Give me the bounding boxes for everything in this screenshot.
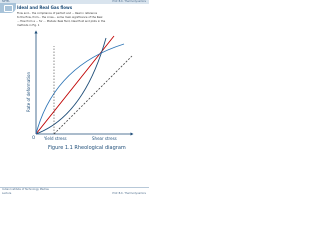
dilatant-fluid-curve [36, 38, 106, 134]
paragraph-line: methods in Fig. 1 [17, 24, 40, 27]
module-icon [0, 3, 16, 13]
pseudoplastic-fluid-curve [36, 44, 124, 134]
paragraph-line: ... flow from a ... for ... Models: Real fluid, Ideal fluid and plots in the [17, 20, 106, 23]
section-title: Ideal and Real Gas flows [17, 5, 73, 10]
paragraph-line: to the flow, from... the cross... some main significance of the Real [17, 16, 103, 19]
footer-institute: Indian Institute of Technology Madras [2, 188, 49, 191]
y-axis-label: Rate of deformation [26, 71, 31, 112]
bingham-plastic-curve [54, 56, 132, 134]
origin-label: O [32, 135, 36, 140]
footer-lecture: Lecture [2, 192, 12, 195]
paragraph-line: Flow and... the compliance of perfect and ... Real in reference [17, 12, 98, 15]
x-axis-label-right: Shear stress [92, 136, 117, 141]
rheological-diagram [24, 26, 139, 142]
header-left-text: NPTEL [2, 0, 10, 3]
x-axis-label-left: Yield stress [44, 136, 67, 141]
header-right-text: Prof. B.K. Thermodynamics [112, 0, 146, 3]
footer-course: Prof. B.K. Thermodynamics [112, 192, 146, 195]
figure-caption: Figure 1.1 Rheological diagram [48, 145, 126, 151]
